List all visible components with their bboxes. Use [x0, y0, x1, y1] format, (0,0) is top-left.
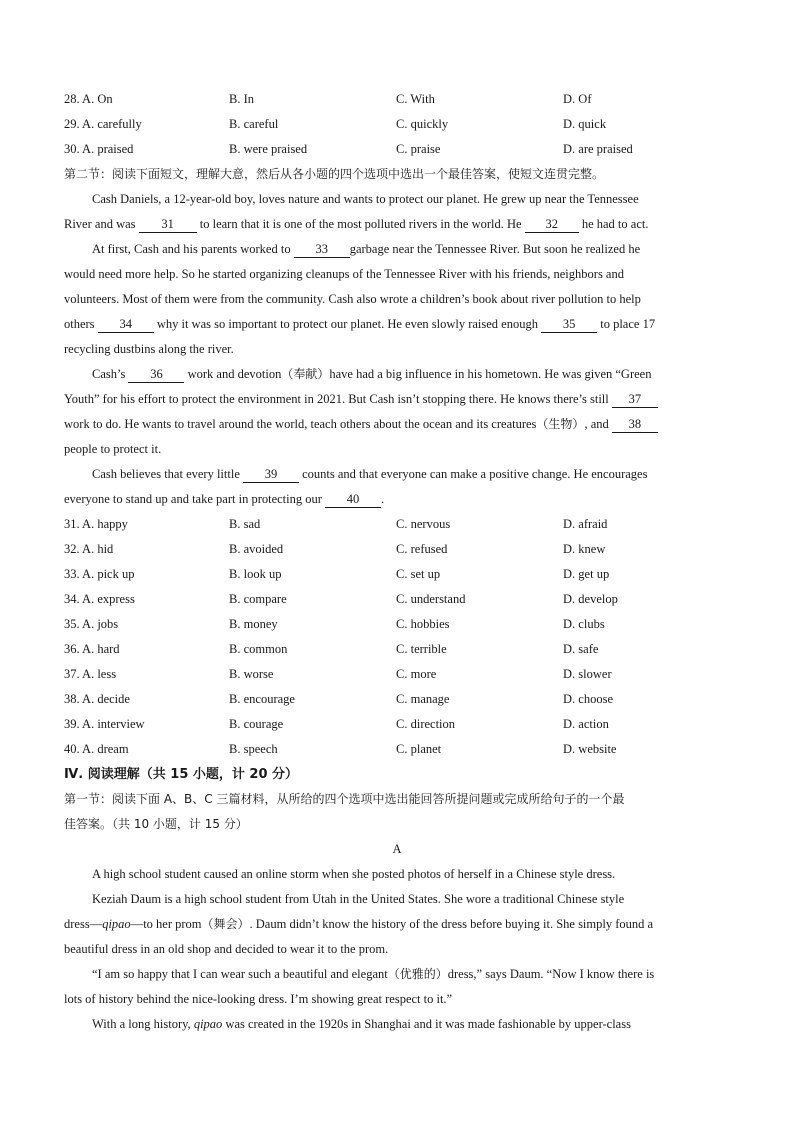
option-b: B. common — [229, 642, 288, 656]
option-b: B. encourage — [229, 692, 295, 706]
option-b: B. were praised — [229, 142, 308, 156]
cloze-passage — [64, 187, 730, 512]
reading-passage-a — [64, 862, 730, 1037]
blank-40: 40 — [325, 491, 381, 508]
passage-line: Keziah Daum is a high school student from Utah in the United States. She wore a traditional Chinese style — [92, 892, 625, 906]
blank-31: 31 — [139, 216, 197, 233]
passage-line: others 34 why it was so important to protect our planet. He even slowly raised enough 35 to place 17 — [64, 317, 656, 331]
passage-line: everyone to stand up and take part in protecting our 40 . — [64, 492, 385, 506]
blank-39: 39 — [243, 466, 299, 483]
part4-heading: Ⅳ. 阅读理解（共 15 小题，计 20 分） — [64, 767, 299, 782]
option-d: D. action — [563, 717, 609, 731]
option-a: 31. A. happy — [64, 517, 128, 531]
option-d: D. choose — [563, 692, 614, 706]
option-d: D. slower — [563, 667, 612, 681]
option-b: B. avoided — [229, 542, 284, 556]
section2-instruction: 第二节：阅读下面短文，理解大意，然后从各小题的四个选项中选出一个最佳答案，使短文连贯完整。 — [64, 167, 605, 181]
option-row — [64, 587, 730, 612]
option-d: D. are praised — [563, 142, 633, 156]
passage-line: At first, Cash and his parents worked to 33 garbage near the Tennessee River. But soon he realized he — [92, 242, 641, 256]
option-a: 38. A. decide — [64, 692, 130, 706]
option-b: B. look up — [229, 567, 282, 581]
options-31-40 — [64, 512, 730, 762]
option-row — [64, 637, 730, 662]
option-c: C. direction — [396, 717, 456, 731]
option-b: B. careful — [229, 117, 279, 131]
option-b: B. compare — [229, 592, 287, 606]
option-a: 40. A. dream — [64, 742, 129, 756]
option-c: C. terrible — [396, 642, 447, 656]
passage-line: dress—qipao—to her prom（舞会）. Daum didn’t know the history of the dress before buying it. She simply found a — [64, 917, 654, 931]
passage-line: With a long history, qipao was created in the 1920s in Shanghai and it was made fashionable by upper-class — [92, 1017, 631, 1031]
blank-33: 33 — [294, 241, 350, 258]
passage-line: Youth” for his effort to protect the environment in 2021. But Cash isn’t stopping there. He knows there’s still 37 — [64, 387, 730, 412]
option-d: D. afraid — [563, 517, 608, 531]
passage-line: would need more help. So he started organizing cleanups of the Tennessee River with his friends, neighbors and — [64, 267, 624, 281]
passage-line: “I am so happy that I can wear such a beautiful and elegant（优雅的）dress,” says Daum. “Now I know there is — [92, 967, 655, 981]
option-c: C. refused — [396, 542, 448, 556]
blank-37: 37 — [612, 391, 658, 408]
option-a: 30. A. praised — [64, 142, 134, 156]
option-c: C. quickly — [396, 117, 449, 131]
option-a: 36. A. hard — [64, 642, 120, 656]
passage-line: work to do. He wants to travel around the world, teach others about the ocean and its creatures（生物）, and 38 — [64, 412, 730, 437]
option-c: C. nervous — [396, 517, 451, 531]
option-a: 33. A. pick up — [64, 567, 135, 581]
options-28-30 — [64, 87, 730, 162]
option-b: B. In — [229, 92, 255, 106]
blank-34: 34 — [98, 316, 154, 333]
option-row — [64, 137, 730, 162]
option-c: C. hobbies — [396, 617, 450, 631]
blank-35: 35 — [541, 316, 597, 333]
option-row — [64, 512, 730, 537]
blank-36: 36 — [128, 366, 184, 383]
option-row — [64, 112, 730, 137]
part4-instruction: 佳答案。（共 10 小题，计 15 分） — [64, 817, 248, 831]
passage-line: A high school student caused an online storm when she posted photos of herself in a Chinese style dress. — [92, 867, 616, 881]
option-a: 32. A. hid — [64, 542, 114, 556]
option-b: B. money — [229, 617, 278, 631]
option-b: B. courage — [229, 717, 284, 731]
passage-line: Cash Daniels, a 12-year-old boy, loves nature and wants to protect our planet. He grew up near the Tennessee — [92, 192, 639, 206]
option-d: D. get up — [563, 567, 610, 581]
option-c: C. praise — [396, 142, 441, 156]
option-a: 28. A. On — [64, 92, 113, 106]
blank-32: 32 — [525, 216, 579, 233]
passage-line: people to protect it. — [64, 442, 162, 456]
option-d: D. safe — [563, 642, 599, 656]
option-d: D. clubs — [563, 617, 605, 631]
option-c: C. set up — [396, 567, 441, 581]
option-row — [64, 537, 730, 562]
exam-page — [64, 87, 730, 1037]
option-row — [64, 562, 730, 587]
option-a: 37. A. less — [64, 667, 117, 681]
passage-line: volunteers. Most of them were from the community. Cash also wrote a children’s book about river pollution to help — [64, 292, 641, 306]
option-b: B. worse — [229, 667, 274, 681]
option-a: 39. A. interview — [64, 717, 145, 731]
passage-a-label: A — [392, 842, 402, 856]
option-d: D. website — [563, 742, 617, 756]
blank-38: 38 — [612, 416, 658, 433]
passage-line: Cash’s 36 work and devotion（奉献）have had a big influence in his hometown. He was given “Green — [92, 367, 652, 381]
option-c: C. With — [396, 92, 435, 106]
option-a: 34. A. express — [64, 592, 135, 606]
option-a: 35. A. jobs — [64, 617, 119, 631]
option-c: C. manage — [396, 692, 450, 706]
option-b: B. speech — [229, 742, 278, 756]
passage-line: lots of history behind the nice-looking dress. I’m showing great respect to it.” — [64, 992, 453, 1006]
part4-instruction: 第一节：阅读下面 A、B、C 三篇材料，从所给的四个选项中选出能回答所提问题或完成所给句子的一个最 — [64, 792, 625, 806]
option-row — [64, 612, 730, 637]
option-row — [64, 687, 730, 712]
passage-line: beautiful dress in an old shop and decided to wear it to the prom. — [64, 942, 389, 956]
option-c: C. planet — [396, 742, 442, 756]
passage-line: Cash believes that every little 39 counts and that everyone can make a positive change. He encourages — [92, 467, 648, 481]
passage-line: River and was 31 to learn that it is one of the most polluted rivers in the world. He 32 he had to act. — [64, 217, 649, 231]
option-row — [64, 737, 730, 762]
option-c: C. more — [396, 667, 437, 681]
option-a: 29. A. carefully — [64, 117, 142, 131]
option-d: D. develop — [563, 592, 618, 606]
option-d: D. knew — [563, 542, 606, 556]
option-row — [64, 87, 730, 112]
option-row — [64, 662, 730, 687]
option-c: C. understand — [396, 592, 466, 606]
option-row — [64, 712, 730, 737]
option-d: D. quick — [563, 117, 607, 131]
option-d: D. Of — [563, 92, 592, 106]
option-b: B. sad — [229, 517, 261, 531]
passage-line: recycling dustbins along the river. — [64, 342, 234, 356]
